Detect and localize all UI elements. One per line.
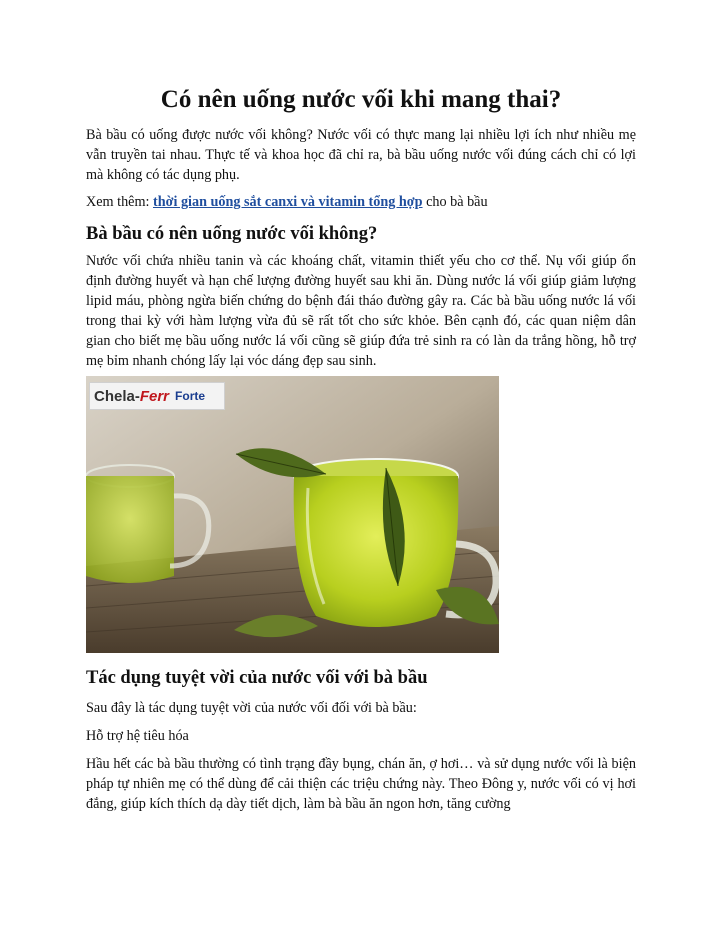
green-tea-photo [86, 376, 499, 653]
brand-logo [89, 382, 225, 410]
logo-text-forte: Forte [175, 389, 206, 403]
section2-lead: Sau đây là tác dụng tuyệt vời của nước vối đối với bà bầu: [86, 700, 417, 716]
see-also-line [86, 192, 636, 212]
section2-subheading: Hỗ trợ hệ tiêu hóa [86, 728, 189, 744]
logo-text-chela: Chela- [94, 387, 140, 405]
section2-heading: Tác dụng tuyệt vời của nước vối với bà bầu [86, 668, 428, 688]
section2-paragraph: Hầu hết các bà bầu thường có tình trạng đầy bụng, chán ăn, ợ hơi… và sử dụng nước vối là biện pháp tự nhiên mẹ có thể dùng để cải thiện các triệu chứng này. Theo Đông y, nước vối có vị hơi đắng, giúp kích thích dạ dày tiết dịch, làm bà bầu ăn ngon hơn, tăng cường [86, 756, 636, 812]
intro-paragraph: Bà bầu có uống được nước vối không? Nước vối có thực mang lại nhiều lợi ích như nhiều mẹ vẫn truyền tai nhau. Thực tế và khoa học đã chỉ ra, bà bầu uống nước vối đúng cách chỉ có lợi mà không có tác dụng phụ. [86, 127, 636, 183]
page-title: Có nên uống nước vối khi mang thai? [160, 86, 562, 113]
see-also-prefix: Xem thêm: [86, 194, 153, 210]
see-also-link[interactable]: thời gian uống sắt canxi và vitamin tổng hợp [152, 194, 423, 210]
green-tea-illustration [86, 376, 499, 653]
see-also-suffix: cho bà bầu [422, 194, 488, 210]
section1-paragraph: Nước vối chứa nhiều tanin và các khoáng chất, vitamin thiết yếu cho cơ thể. Nụ vối giúp ổn định đường huyết và hạn chế lượng đường huyết sau khi ăn. Dùng nước lá vối giúp giảm lượng lipid máu, phòng ngừa biến chứng do bệnh đái tháo đường gây ra. Các bà bầu uống nước lá vối trong thai kỳ với hàm lượng vừa đủ sẽ rất tốt cho sức khỏe. Bên cạnh đó, các quan niệm dân gian cho biết mẹ bầu uống nước lá vối cũng sẽ giúp đứa trẻ sinh ra có làn da trắng hồng, hỗ trợ mẹ bỉm nhanh chóng lấy lại vóc dáng đẹp sau sinh. [86, 253, 636, 369]
logo-text-ferr: Ferr [139, 387, 170, 405]
section1-heading: Bà bầu có nên uống nước vối không? [86, 224, 378, 244]
